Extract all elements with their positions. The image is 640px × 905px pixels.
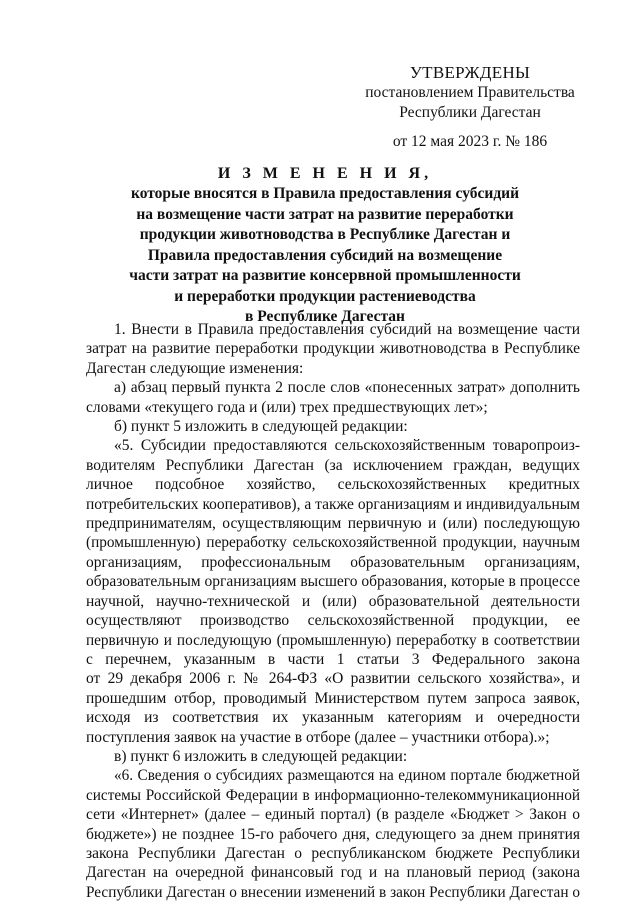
body-line: Дагестан на очередной финансовый год и на плановый период (закона	[86, 864, 580, 882]
body-line: затрат на развитие переработки продукции животноводства в Республике	[86, 340, 580, 358]
body-line: «5. Субсидии предоставляются сельскохозяйственным товаропроиз-	[114, 437, 580, 455]
body-line: исходя из соответствия их указанным категориям и очередности	[86, 709, 580, 727]
body-line: водителям Республики Дагестан (за исключением граждан, ведущих	[86, 456, 580, 474]
document-heading	[60, 164, 590, 328]
approval-title: УТВЕРЖДЕНЫ	[409, 63, 531, 82]
body-line: поступления заявок на участие в отборе (далее – участники отбора).»;	[86, 728, 550, 746]
body-line: бюджете») не позднее 15-го рабочего дня, следующего за днем принятия	[86, 825, 580, 843]
body-line: личное подсобное хозяйство, сельскохозяйственных кредитных	[86, 476, 580, 494]
approval-date: от 12 мая 2023 г. № 186	[392, 133, 548, 150]
heading-line: продукции животноводства в Республике Дагестан и	[139, 226, 511, 243]
body-line: системы Российской Федерации в информационно-телекоммуникационной	[86, 786, 580, 804]
body-line: первичную и последующую (промышленную) переработку в соответствии	[86, 631, 580, 649]
heading-line: Правила предоставления субсидий на возмещение	[147, 246, 503, 264]
body-line: научной, научно-технической и (или) образовательной деятельности	[86, 592, 580, 610]
body-line: сети «Интернет» (далее – единый портал) (в разделе «Бюджет > Закон о	[86, 806, 580, 824]
approval-line-1: постановлением Правительства	[365, 84, 575, 101]
approval-block	[360, 63, 580, 152]
body-line: (промышленную) переработку сельскохозяйственной продукции, научным	[86, 534, 580, 552]
body-line: в) пункт 6 изложить в следующей редакции:	[114, 747, 408, 765]
heading-line: в Республике Дагестан	[245, 308, 405, 325]
heading-line: и переработки продукции растениеводства	[174, 287, 476, 305]
heading-line: части затрат на развитие консервной промышленности	[129, 267, 521, 284]
heading-line: которые вносятся в Правила предоставления субсидий	[130, 185, 520, 202]
body-line: предпринимателям, осуществляющим первичную и (или) последующую	[86, 515, 580, 533]
document-body	[86, 320, 580, 902]
body-line: 1. Внести в Правила предоставления субсидий на возмещение части	[114, 321, 580, 338]
body-line: Республики Дагестан о внесении изменений в закон Республики Дагестан о	[86, 883, 580, 901]
body-line: б) пункт 5 изложить в следующей редакции:	[114, 418, 408, 436]
body-line: с перечнем, указанным в части 1 статьи 3 Федерального закона	[86, 650, 580, 668]
body-line: организациям, профессиональным образовательным организациям,	[86, 553, 580, 571]
body-line: Дагестан следующие изменения:	[86, 359, 304, 377]
body-line: осуществляют производство сельскохозяйственной продукции, ее	[86, 612, 580, 630]
body-line: а) абзац первый пункта 2 после слов «понесенных затрат» дополнить	[114, 379, 580, 397]
heading-line: на возмещение части затрат на развитие переработки	[136, 205, 514, 223]
body-line: потребительских кооперативов), а также организациям и индивидуальным	[86, 495, 580, 513]
approval-line-2: Республики Дагестан	[399, 104, 541, 121]
body-line: закона Республики Дагестан о республиканском бюджете Республики	[86, 844, 580, 862]
body-line: словами «текущего года и (или) трех предшествующих лет»;	[86, 398, 488, 416]
body-line: прошедшим отбор, проводимый Министерством путем запроса заявок,	[86, 689, 580, 707]
body-line: «6. Сведения о субсидиях размещаются на едином портале бюджетной	[114, 767, 580, 785]
heading-title: И З М Е Н Е Н И Я,	[217, 165, 433, 182]
body-line: от 29 декабря 2006 г. № 264-ФЗ «О развитии сельского хозяйства», и	[86, 670, 580, 688]
body-line: образовательным организациям высшего образования, которые в процессе	[86, 573, 580, 591]
